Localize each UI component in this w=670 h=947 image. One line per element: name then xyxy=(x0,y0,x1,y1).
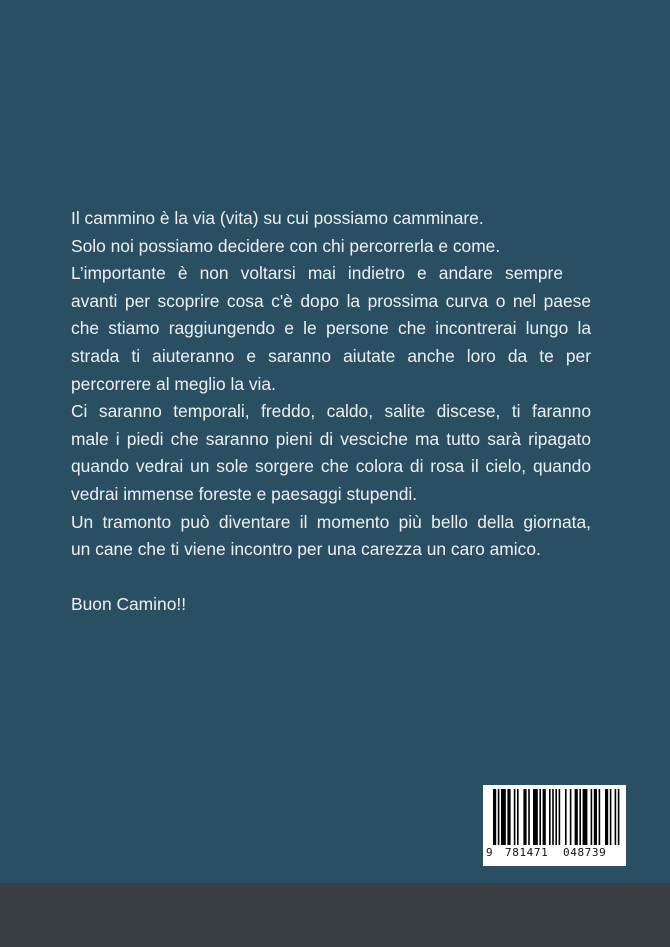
barcode-bars xyxy=(483,785,626,847)
barcode-bar xyxy=(552,789,554,845)
text-line: Solo noi possiamo decidere con chi percorrerla e come. xyxy=(71,235,501,256)
barcode-bar xyxy=(498,789,500,845)
text-line: che stiamo raggiungendo e le persone che incontrerai lungo la xyxy=(71,318,591,339)
closing-line: Buon Camino!! xyxy=(71,594,187,615)
barcode-bar xyxy=(565,789,567,845)
barcode-bar xyxy=(618,789,620,845)
back-cover-text xyxy=(71,205,591,619)
barcode-right-digits: 048739 xyxy=(563,846,607,859)
barcode-bar xyxy=(507,789,510,845)
barcode-bar xyxy=(539,789,541,845)
barcode-bar xyxy=(514,789,516,845)
barcode-digits xyxy=(483,846,626,864)
barcode-bar xyxy=(493,789,496,845)
barcode-bar xyxy=(575,789,578,845)
text-line: Il cammino è la via (vita) su cui possiamo camminare. xyxy=(71,208,484,228)
barcode-bar xyxy=(615,789,617,845)
barcode-bar xyxy=(583,789,588,845)
barcode-bar xyxy=(599,789,601,845)
barcode-bar xyxy=(579,789,581,845)
barcode-bar xyxy=(501,789,506,845)
barcode-bar xyxy=(523,789,526,845)
barcode-first-digit: 9 xyxy=(486,846,493,859)
barcode-bar xyxy=(610,789,612,845)
text-line: avanti per scoprire cosa c'è dopo la prossima curva o nel paese xyxy=(71,290,591,311)
paragraph-spacer xyxy=(71,564,591,592)
barcode-bar xyxy=(555,789,557,845)
text-line: un cane che ti viene incontro per una carezza un caro amico. xyxy=(71,539,541,560)
barcode-bar xyxy=(570,789,572,845)
text-line: percorrere al meglio la via. xyxy=(71,373,276,394)
text-line: vedrai immense foreste e paesaggi stupendi. xyxy=(71,483,418,504)
barcode-bar xyxy=(559,789,561,845)
text-line: Un tramonto può diventare il momento più bello della giornata, xyxy=(71,511,591,532)
text-line: male i piedi che saranno pieni di vesciche ma tutto sarà ripagato xyxy=(71,428,591,449)
text-line: L’importante è non voltarsi mai indietro e andare sempre xyxy=(71,263,563,284)
text-line: quando vedrai un sole sorgere che colora di rosa il cielo, quando xyxy=(71,456,591,477)
barcode-bar xyxy=(591,789,593,845)
barcode-left-digits: 781471 xyxy=(505,846,549,859)
barcode-bar xyxy=(543,789,546,845)
barcode-bar xyxy=(549,789,551,845)
text-line: Ci saranno temporali, freddo, caldo, salite discese, ti faranno xyxy=(71,401,591,422)
footer-band xyxy=(0,883,670,947)
isbn-barcode xyxy=(483,785,626,866)
barcode-bar xyxy=(517,789,519,845)
barcode-bar xyxy=(533,789,538,845)
barcode-bar xyxy=(594,789,597,845)
text-line: strada ti aiuteranno e saranno aiutate anche loro da te per xyxy=(71,345,591,366)
barcode-bar xyxy=(528,789,530,845)
barcode-bar xyxy=(605,789,608,845)
